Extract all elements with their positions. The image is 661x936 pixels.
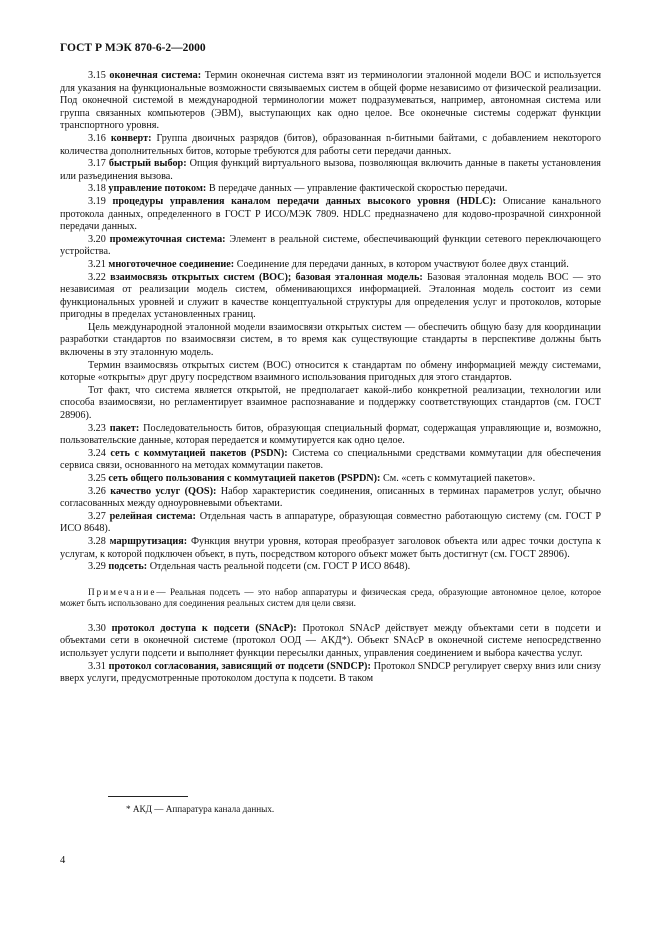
term-number: 3.25 xyxy=(88,473,106,484)
footnote-divider xyxy=(108,796,188,797)
term-name: протокол согласования, зависящий от подсети (SNDCP): xyxy=(108,660,371,672)
term-name: процедуры управления каналом передачи данных высокого уровня (HDLC): xyxy=(112,195,497,207)
term-text: В передаче данных — управление фактической скоростью передачи. xyxy=(208,183,508,195)
term-number: 3.20 xyxy=(88,233,106,245)
term-name: сеть с коммутацией пакетов (PSDN): xyxy=(110,447,288,459)
note xyxy=(60,587,601,610)
term-number: 3.28 xyxy=(88,535,106,547)
term-number: 3.15 xyxy=(88,70,106,81)
definition-paragraph xyxy=(60,70,601,133)
term-number: 3.22 xyxy=(88,271,106,283)
term-text: Отдельная часть в аппаратуре, образующая совместно работающую систему (см. ГОСТ Р ИСО 8648). xyxy=(60,510,602,535)
term-text: Отдельная часть реальной подсети (см. ГОСТ Р ИСО 8648). xyxy=(149,561,411,573)
definition-paragraph xyxy=(60,623,601,661)
definition-paragraph xyxy=(60,183,601,196)
term-text: Элемент в реальной системе, обеспечивающий функции сетевого переключающего устройства. xyxy=(60,233,602,258)
term-name: релейная система: xyxy=(109,510,196,522)
note-label: Примечание xyxy=(88,586,157,597)
definition-paragraph xyxy=(60,511,601,536)
term-name: пакет: xyxy=(109,422,140,434)
definitions-block-2 xyxy=(60,623,601,686)
term-name: маршрутизация: xyxy=(109,535,188,547)
term-text: Функция внутри уровня, которая преобразует заголовок объекта или адрес точки доступа к услугам, к которой подключен объект, в путь, посредством которого объект может быть достигнут (см. ГОСТ 28906). xyxy=(60,535,601,560)
definition-paragraph xyxy=(60,259,601,272)
term-text: Цель международной эталонной модели взаимосвязи открытых систем — обеспечить общую базу для координации разработки стандартов по взаимосвязи систем, в то время как существующие стандарты в перспективе должны быть включены в эту эталонную модель. xyxy=(60,321,601,359)
term-name: сеть общего пользования с коммутацией пакетов (PSPDN): xyxy=(108,473,381,484)
term-name: промежуточная система: xyxy=(109,233,226,245)
term-name: конверт: xyxy=(110,132,152,144)
term-text: См. «сеть с коммутацией пакетов». xyxy=(383,473,536,484)
term-number: 3.26 xyxy=(88,485,106,497)
term-text: Протокол SNDCP регулирует сверху вниз или снизу вверх услуги, предусмотренные протоколом доступа к подсети. В таком xyxy=(60,660,601,685)
term-name: быстрый выбор: xyxy=(108,158,187,170)
term-name: качество услуг (QOS): xyxy=(110,485,217,497)
term-number: 3.18 xyxy=(88,183,106,195)
term-name: многоточечное соединение: xyxy=(108,258,235,270)
term-text: Набор характеристик соединения, описанных в терминах параметров услуг, обычно согласованных между одноуровневыми объектами. xyxy=(60,485,602,510)
term-name: протокол доступа к подсети (SNAcP): xyxy=(111,622,297,634)
term-text: Тот факт, что система является открытой, не предполагает какой-либо конкретной реализации, технологии или способа взаимосвязи, но регламентирует взаимное распознавание и поддержку соответствующих стандартов (см. ГОСТ 28906). xyxy=(60,384,601,422)
term-number: 3.23 xyxy=(88,422,106,434)
definition-paragraph xyxy=(60,158,601,183)
term-text: Последовательность битов, образующая специальный формат, содержащая управляющие и, возможно, пользовательские данные, которая передается и коммутируется как одно целое. xyxy=(60,422,601,447)
term-text: Термин оконечная система взят из терминологии эталонной модели ВОС и используется для указания на функциональные возможности связываемых систем в общей форме независимо от физической реализации. Под оконечной системой в международной терминологии может подразумеваться, например, автономная система или группа связанных компьютеров (ЭВМ), выступающих как одно целое. Все оконечные системы содержат функции транспортного уровня. xyxy=(60,70,602,132)
page-header: ГОСТ Р МЭК 870-6-2—2000 xyxy=(60,42,206,54)
term-name: оконечная система: xyxy=(109,70,202,81)
definition-paragraph xyxy=(60,473,601,486)
term-text: Группа двоичных разрядов (битов), образованная n-битными байтами, с добавлением некоторого количества дополнительных битов, которые требуются для работы сети передачи данных. xyxy=(60,132,602,157)
term-name: управление потоком: xyxy=(108,183,207,195)
definitions-block-1 xyxy=(60,70,601,574)
page-number: 4 xyxy=(60,855,66,866)
term-number: 3.17 xyxy=(88,158,106,170)
definition-paragraph xyxy=(60,196,601,234)
definition-paragraph xyxy=(60,661,601,686)
footnote: * АКД — Аппаратура канала данных. xyxy=(126,804,275,814)
term-text: Описание канального протокола данных, определенного в ГОСТ Р ИСО/МЭК 7809. HDLC предназначено для кодово-прозрачной синхронной передачи данных. xyxy=(60,195,602,233)
term-text: Соединение для передачи данных, в котором участвуют более двух станций. xyxy=(236,258,569,270)
definition-paragraph xyxy=(60,322,601,360)
definition-paragraph xyxy=(60,423,601,448)
definition-paragraph xyxy=(60,448,601,473)
note-text: — Реальная подсеть — это набор аппаратуры и физическая среда, образующие автономное целое, которое может быть использовано для соединения реальных систем для цели связи. xyxy=(60,586,601,609)
definition-paragraph xyxy=(60,234,601,259)
definition-paragraph xyxy=(60,486,601,511)
definition-paragraph xyxy=(60,536,601,561)
term-name: взаимосвязь открытых систем (ВОС); базовая эталонная модель: xyxy=(110,271,423,283)
term-text: Термин взаимосвязь открытых систем (ВОС) относится к стандартам по обмену информацией между системами, которые «открыты» друг другу посредством взаимного использования пригодных для этого стандартов. xyxy=(60,359,601,384)
term-number: 3.16 xyxy=(88,132,106,144)
term-number: 3.31 xyxy=(88,660,106,672)
term-text: Базовая эталонная модель ВОС — это независимая от реализации модель систем, обменивающихся информацией. Эталонная модель состоит из семи функциональных уровней и служит в качестве концептуальной структуры для определения услуг и протоколов, которые пригодны в пределах установленных границ. xyxy=(60,271,602,321)
term-number: 3.29 xyxy=(88,561,106,573)
term-number: 3.21 xyxy=(88,258,106,270)
term-number: 3.24 xyxy=(88,447,106,459)
term-text: Опция функций виртуального вызова, позволяющая включить данные в пакеты установления или разъединения вызова. xyxy=(60,158,601,182)
term-number: 3.27 xyxy=(88,510,106,522)
document-body xyxy=(60,70,601,686)
definition-paragraph xyxy=(60,272,601,322)
term-text: Протокол SNAcP действует между объектами сети в подсети и объектами сети в оконечной системе (протокол ООД — АКД*). Объект SNAcP в оконечной системе непосредственно использует услуги подсети и выполняет функции пересылки данных, управления соединением и выбора качества услуг. xyxy=(60,622,602,659)
term-text: Система со специальными средствами коммутации для обеспечения сервиса связи, основанного на методах коммутации пакетов. xyxy=(60,447,602,472)
definition-paragraph xyxy=(60,133,601,158)
definition-paragraph xyxy=(60,561,601,574)
definition-paragraph xyxy=(60,385,601,423)
term-number: 3.30 xyxy=(88,622,106,634)
term-number: 3.19 xyxy=(88,195,106,207)
definition-paragraph xyxy=(60,360,601,385)
term-name: подсеть: xyxy=(108,561,148,573)
